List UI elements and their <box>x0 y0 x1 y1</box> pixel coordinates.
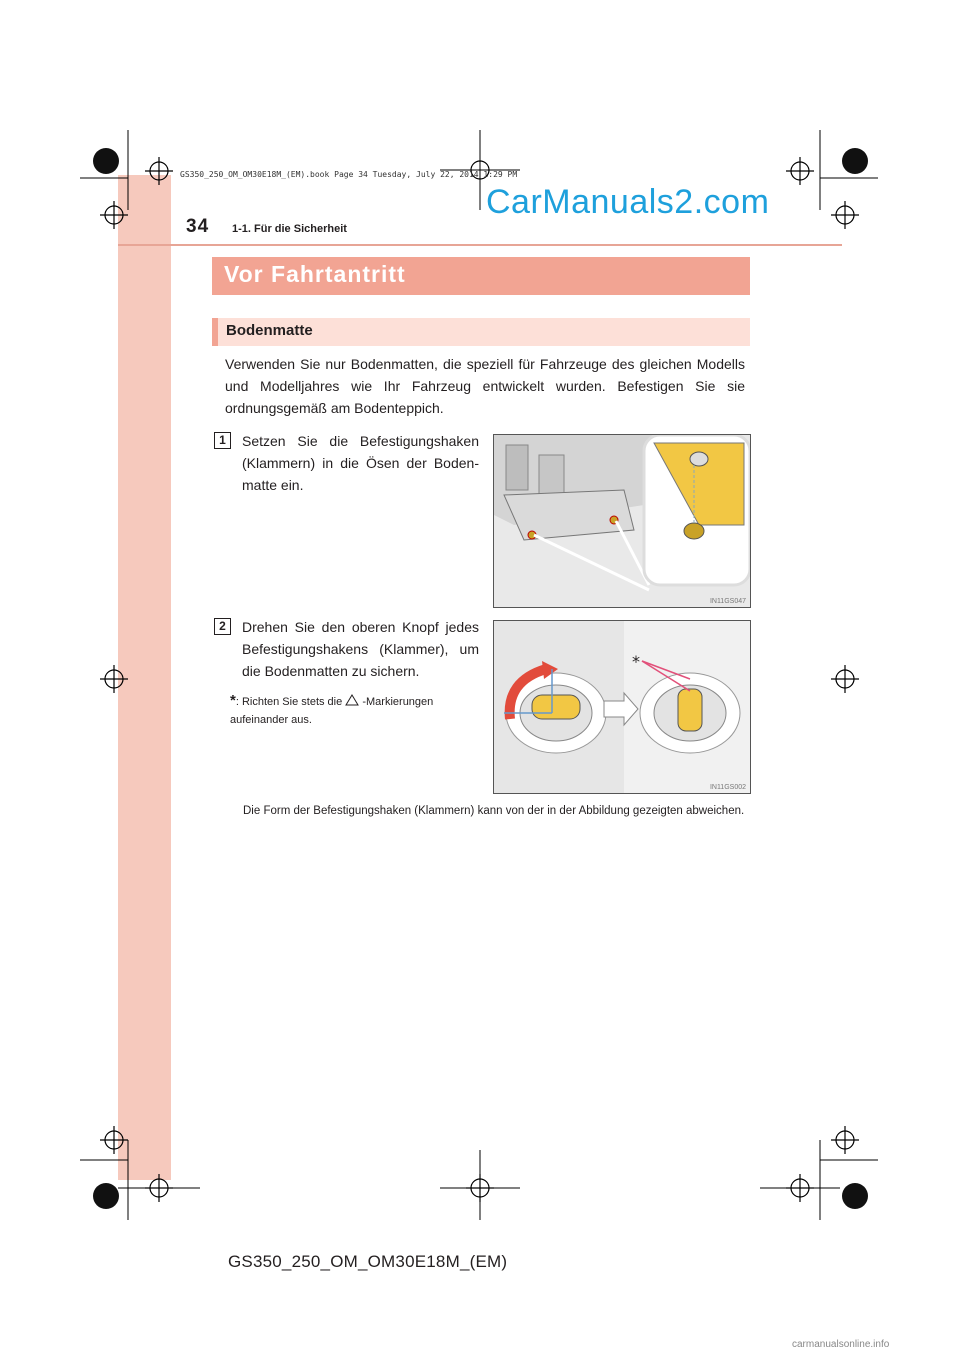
figure-floor-mat <box>493 434 751 608</box>
corner-stars <box>93 148 868 1209</box>
hook-rotate-illustration <box>494 621 750 793</box>
step-badge: 1 <box>214 432 231 449</box>
page-title: Vor Fahrtantritt <box>224 261 406 287</box>
footer-code: GS350_250_OM_OM30E18M_(EM) <box>228 1252 508 1271</box>
figure-code: IN11GS047 <box>709 598 746 605</box>
header-rule <box>118 244 842 246</box>
step-text: Drehen Sie den oberen Knopf jedes Befestigungshakens (Klammer), um die Bodenmatten zu sichern. <box>242 619 479 679</box>
book-info-line: GS350_250_OM_OM30E18M_(EM).book Page 34 Tuesday, July 22, 2014 1:29 PM <box>180 170 518 179</box>
footnote: Die Form der Befestigungshaken (Klammern) kann von der in der Abbildung gezeigten abweichen. <box>243 805 745 817</box>
note-prefix: : Richten Sie stets die <box>235 696 343 708</box>
triangle-icon <box>345 696 362 708</box>
step-badge: 2 <box>214 618 231 635</box>
floor-mat-illustration <box>494 435 750 607</box>
asterisk-marker: * <box>230 692 236 709</box>
step-text: Setzen Sie die Befestigungshaken (Klammern) in die Ösen der Bodenmatte ein. <box>242 433 479 493</box>
page-number: 34 <box>186 216 210 237</box>
chapter-label: 1-1. Für die Sicherheit <box>232 223 347 235</box>
intro-paragraph: Verwenden Sie nur Bodenmatten, die speziell für Fahrzeuge des gleichen Modells und Modelljahres wie Ihr Fahrzeug entwickelt wurden. Befestigen Sie sie ordnungsgemäß am Bodenteppich. <box>225 356 745 416</box>
section-title: Bodenmatte <box>226 322 313 339</box>
site-mark[interactable]: carmanualsonline.info <box>792 1339 890 1350</box>
svg-text:*: * <box>632 652 640 671</box>
watermark[interactable]: CarManuals2.com <box>486 183 770 221</box>
asterisk-note <box>230 692 480 729</box>
figure-code: IN11GS002 <box>709 784 746 791</box>
note-suffix: -Markierungen aufeinander aus. <box>230 696 434 726</box>
title-bar <box>212 257 750 295</box>
section-bar <box>212 318 750 346</box>
figure-hook-rotate <box>493 620 751 794</box>
